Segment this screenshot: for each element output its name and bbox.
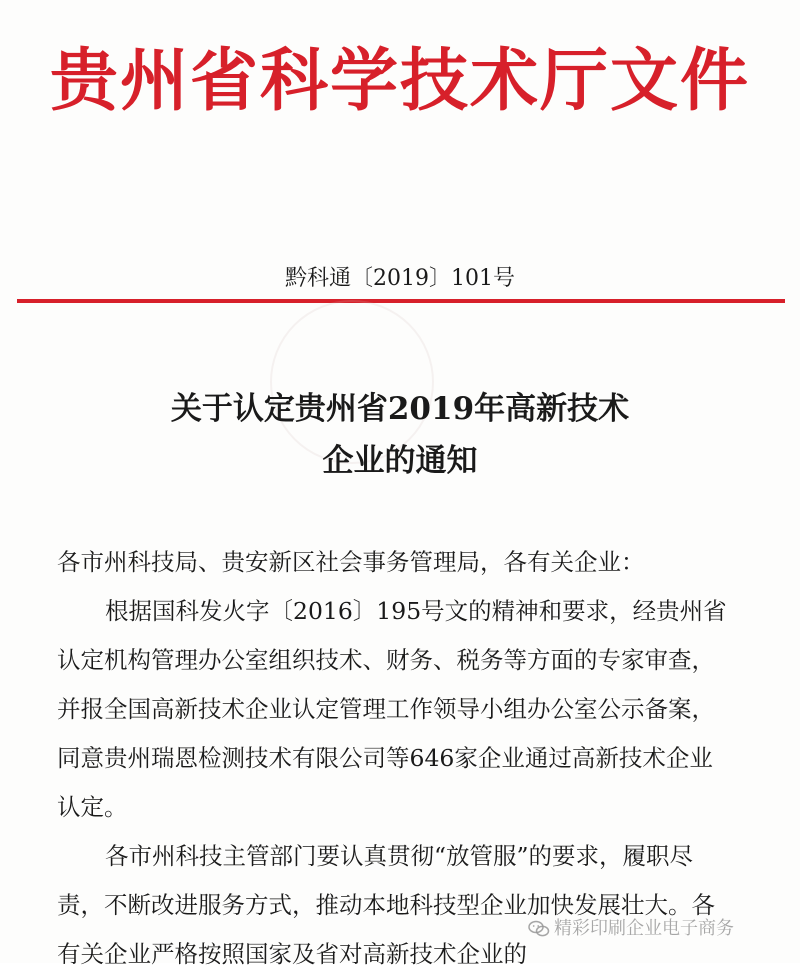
body-line-paragraph2-1: 各市州科技主管部门要认真贯彻“放管服”的要求，履职尽 xyxy=(105,842,694,870)
body-line-paragraph1-5: 认定。 xyxy=(57,793,128,821)
body-line-paragraph2-3: 有关企业严格按照国家及省对高新技术企业的 xyxy=(57,940,527,968)
faint-seal-mark xyxy=(270,300,434,464)
wechat-icon xyxy=(528,920,550,938)
document-title-line-1: 关于认定贵州省2019年高新技术 xyxy=(170,391,630,427)
agency-file-title: 贵州省科学技术厅文件 xyxy=(49,42,750,121)
body-line-paragraph1-3: 并报全国高新技术企业认定管理工作领导小组办公室公示备案， xyxy=(57,695,715,723)
body-line-paragraph2-2: 责，不断改进服务方式，推动本地科技型企业加快发展壮大。各 xyxy=(57,891,715,919)
body-line-paragraph1-2: 认定机构管理办公室组织技术、财务、税务等方面的专家审查， xyxy=(57,646,715,674)
document-number: 黔科通〔2019〕101号 xyxy=(285,266,515,291)
addressee-line: 各市州科技局、贵安新区社会事务管理局，各有关企业： xyxy=(57,548,645,576)
watermark-text: 精彩印刷企业电子商务 xyxy=(554,918,734,939)
body-line-paragraph1-1: 根据国科发火字〔2016〕195号文的精神和要求，经贵州省 xyxy=(105,597,727,625)
red-divider-line xyxy=(17,299,785,303)
watermark xyxy=(528,920,734,938)
document-title-line-2: 企业的通知 xyxy=(322,443,478,479)
body-line-paragraph1-4: 同意贵州瑞恩检测技术有限公司等646家企业通过高新技术企业 xyxy=(57,744,713,772)
